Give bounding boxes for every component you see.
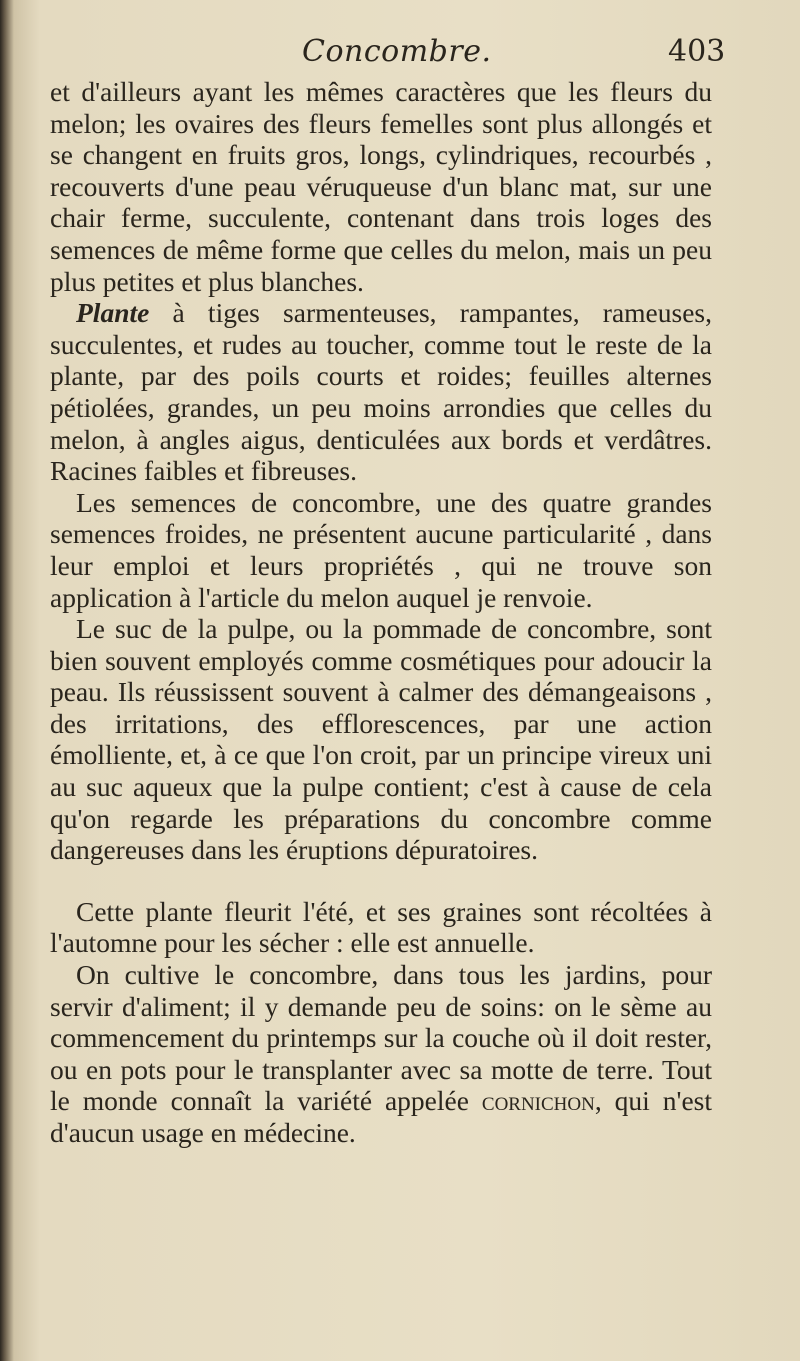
paragraph-seeds [50, 487, 712, 613]
paragraph-pulp-juice [50, 613, 712, 866]
paragraph-text: Les semences de concombre, une des quatre grandes semences froides, ne présentent aucune particularité , dans leur emploi et leurs propriétés , qui ne trouve son application à l'article du melon auquel je renvoie. [50, 486, 712, 613]
running-title: Concombre. [302, 34, 492, 69]
body-text [50, 76, 712, 1149]
paragraph-lead-word: Plante [76, 297, 150, 329]
page-number: 403 [668, 34, 726, 69]
paragraph-text: Cette plante fleurit l'été, et ses graines sont récoltées à l'automne pour les sécher : elle est annuelle. [50, 895, 712, 959]
paragraph-plant-description [50, 297, 712, 487]
paragraph-cultivation [50, 959, 712, 1149]
paragraph-flowering [50, 896, 712, 959]
paragraph-text-end: , qui n'est d'aucun usage en médecine. [50, 1085, 712, 1148]
paragraph-text: à tiges sarmenteuses, rampantes, rameuses, succulentes, et rudes au toucher, comme tout le reste de la plante, par des poils courts et roides; feuilles alternes pétiolées, grandes, un peu moins arrondies que celles du melon, à angles aigus, denticulées aux bords et verdâtres. Racines faibles et fibreuses. [50, 297, 712, 487]
variety-name: cornichon [481, 1085, 595, 1117]
paragraph-text: On cultive le concombre, dans tous les jardins, pour servir d'aliment; il y demande peu de soins: on le sème au commencement du printemps sur la couche où il doit rester, ou en pots pour le transplanter avec sa motte de terre. Tout le monde connaît la variété appelée [50, 959, 712, 1117]
paragraph-text: et d'ailleurs ayant les mêmes caractères que les fleurs du melon; les ovaires des fleurs femelles sont plus allongés et se changent en fruits gros, longs, cylindriques, recourbés , recouverts d'une peau véruqueuse d'un blanc mat, sur une chair ferme, succulente, contenant dans trois loges des semences de même forme que celles du melon, mais un peu plus petites et plus blanches. [50, 76, 712, 297]
paragraph-text: Le suc de la pulpe, ou la pommade de concombre, sont bien souvent employés comme cosmétiques pour adoucir la peau. Ils réussissent souvent à calmer des démangeaisons , des irritations, des efflorescences, par une action émolliente, et, à ce que l'on croit, par un principe vireux uni au suc aqueux que la pulpe contient; c'est à cause de cela qu'on regarde les préparations du concombre comme dangereuses dans les éruptions dépuratoires. [50, 613, 712, 866]
paragraph-flower-description [50, 76, 712, 297]
page-header [0, 28, 800, 68]
